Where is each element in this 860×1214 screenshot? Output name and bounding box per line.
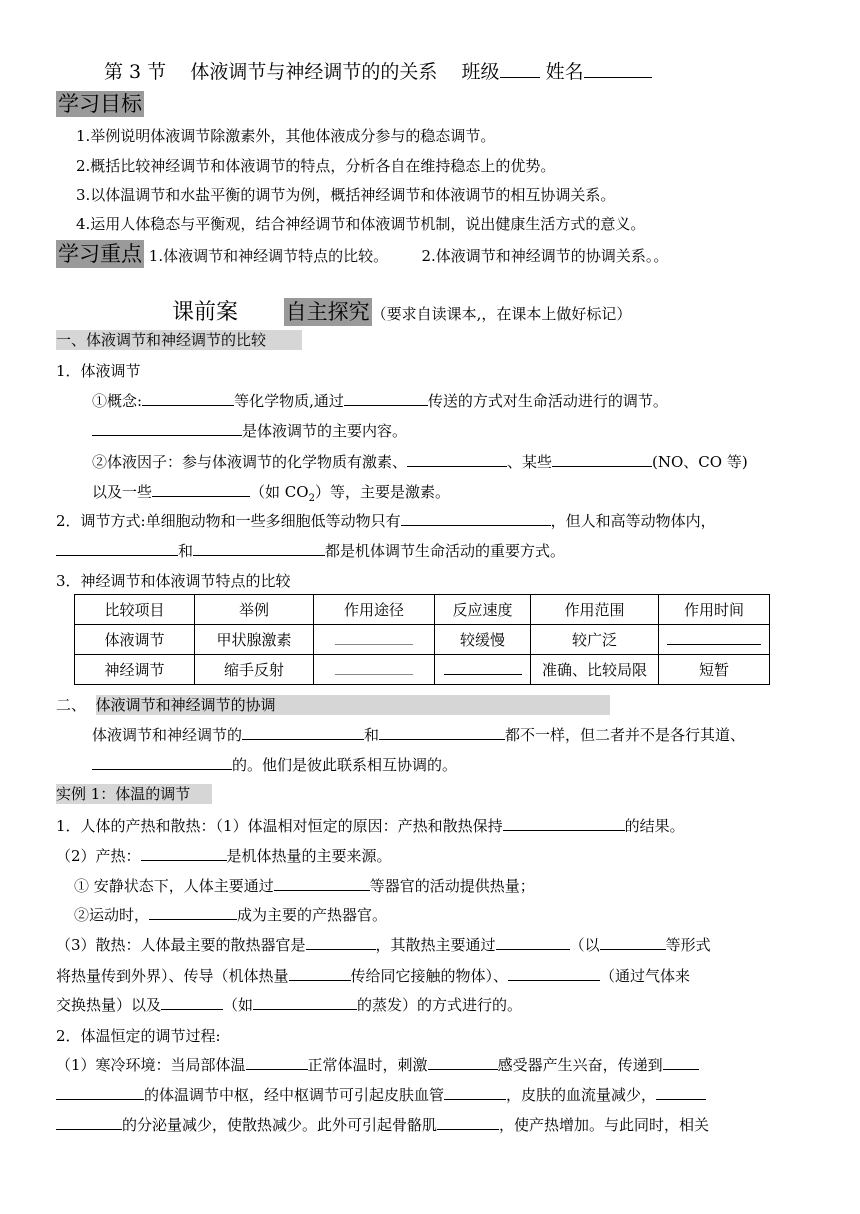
text: ，使产热增加。与此同时，相关: [499, 1116, 710, 1134]
explore-note: （要求自读课本,，在课本上做好标记）: [371, 305, 632, 323]
text: 等化学物质,通过: [234, 392, 344, 410]
text: 传送的方式对生命活动进行的调节。: [427, 392, 668, 410]
coordination-line: [92, 725, 745, 745]
example-line: [56, 1115, 709, 1135]
text: 等形式: [665, 936, 711, 954]
table-cell-blank[interactable]: [659, 625, 770, 655]
example-line: [56, 846, 392, 866]
text: 的体温调节中枢，经中枢调节可引起皮肤血管: [144, 1086, 445, 1104]
name-label: 姓名: [545, 61, 584, 83]
objectives-heading: 学习目标: [58, 92, 142, 116]
comparison-table: [74, 594, 770, 685]
example-line: [56, 935, 711, 955]
preclass-title: 课前案: [172, 300, 239, 325]
text: 将热量传到外界）、传导（机体热量: [56, 967, 289, 985]
text: 和: [364, 726, 380, 744]
text: 2．调节方式:单细胞动物和一些多细胞低等动物只有: [56, 512, 401, 530]
table-cell-blank[interactable]: [314, 625, 435, 655]
method-line-2: [56, 541, 565, 561]
text: 1．人体的产热和散热：（1）体温相对恒定的原因：产热和散热保持: [56, 817, 503, 835]
example-line: [74, 905, 387, 925]
answer-blank[interactable]: [246, 1055, 308, 1070]
answer-blank[interactable]: [193, 541, 325, 556]
objective-item: 2.概括比较神经调节和体液调节的特点，分析各自在维持稳态上的优势。: [76, 157, 556, 175]
text: 的。他们是彼此联系相互协调的。: [232, 756, 458, 774]
text: ，其散热主要通过: [375, 936, 496, 954]
subscript: 2: [308, 493, 315, 504]
text: ②运动时，: [74, 906, 150, 924]
example-line: [56, 966, 690, 986]
keypoints-heading: 学习重点: [58, 242, 142, 266]
text: 都是机体调节生命活动的重要方式。: [325, 542, 566, 560]
coordination-line-2: [92, 755, 457, 775]
answer-blank[interactable]: [161, 995, 223, 1010]
text: 体液调节和神经调节的: [92, 726, 243, 744]
table-cell: 神经调节: [75, 655, 195, 685]
text: ①概念:: [92, 392, 143, 410]
example-line: 2．体温恒定的调节过程:: [56, 1027, 221, 1045]
table-header-row: [75, 595, 770, 625]
answer-blank[interactable]: [437, 1115, 499, 1130]
text: ① 安静状态下，人体主要通过: [74, 877, 274, 895]
table-cell: 短暂: [659, 655, 770, 685]
answer-blank[interactable]: [92, 755, 232, 770]
text: ②体液因子：参与体液调节的化学物质有激素、: [92, 453, 408, 471]
explore-heading: 自主探究: [285, 300, 370, 324]
table-cell: 体液调节: [75, 625, 195, 655]
answer-blank[interactable]: [149, 905, 237, 920]
text: 以及一些: [92, 483, 153, 501]
text: （2）产热：: [56, 847, 141, 865]
table-header: 作用范围: [531, 595, 659, 625]
answer-blank[interactable]: [407, 452, 507, 467]
text: 是机体热量的主要来源。: [226, 847, 392, 865]
text: 的蒸发）的方式进行的。: [357, 996, 523, 1014]
method-line: [56, 511, 716, 531]
factor-line: [92, 452, 748, 472]
answer-blank[interactable]: [242, 725, 364, 740]
keypoint-item: 2.体液调节和神经调节的协调关系。。: [421, 247, 669, 265]
table-header: 反应速度: [435, 595, 531, 625]
table-cell: 准确、比较局限: [531, 655, 659, 685]
class-field[interactable]: [500, 63, 540, 78]
class-label: 班级: [461, 61, 500, 83]
subsection-title: 1．体液调节: [56, 362, 141, 380]
example-line: [56, 1055, 699, 1075]
table-header: 举例: [195, 595, 314, 625]
section-heading: 体液调节和神经调节的协调: [96, 695, 610, 715]
text: 的结果。: [624, 817, 685, 835]
example-line: [74, 876, 535, 896]
text: 成为主要的产热器官。: [237, 906, 388, 924]
example-line: [56, 1085, 706, 1105]
table-cell: 较缓慢: [435, 625, 531, 655]
text: (NO、CO 等): [652, 453, 748, 471]
text: 都不一样，但二者并不是各行其道、: [505, 726, 746, 744]
table-cell: 甲状腺激素: [195, 625, 314, 655]
answer-blank[interactable]: [508, 966, 600, 981]
answer-blank[interactable]: [141, 846, 227, 861]
text: ，皮肤的血流量减少，: [506, 1086, 657, 1104]
objective-item: 1.举例说明体液调节除激素外，其他体液成分参与的稳态调节。: [76, 127, 496, 145]
answer-blank[interactable]: [56, 1115, 122, 1130]
answer-blank[interactable]: [401, 511, 551, 526]
page-title: 体液调节与神经调节的的关系: [190, 61, 438, 83]
answer-blank[interactable]: [496, 935, 570, 950]
part2-heading-row: [56, 695, 610, 715]
table-row: [75, 655, 770, 685]
keypoint-item: 1.体液调节和神经调节特点的比较。: [148, 247, 389, 265]
text: 感受器产生兴奋，传递到: [497, 1056, 663, 1074]
answer-blank[interactable]: [56, 541, 178, 556]
answer-blank[interactable]: [344, 391, 428, 406]
text: 等器官的活动提供热量；: [369, 877, 535, 895]
table-cell: 较广泛: [531, 625, 659, 655]
text: （1）寒冷环境：当局部体温: [56, 1056, 246, 1074]
section-heading: 一、体液调节和神经调节的比较: [56, 330, 302, 350]
factor-line-2: [92, 482, 450, 509]
table-cell-blank[interactable]: [435, 655, 531, 685]
objective-item: 3.以体温调节和水盐平衡的调节为例，概括神经调节和体液调节的相互协调关系。: [76, 186, 616, 204]
answer-blank[interactable]: [142, 391, 234, 406]
text: （如 CO: [250, 483, 309, 501]
answer-blank[interactable]: [306, 935, 376, 950]
text: （以: [569, 936, 600, 954]
text: 和: [178, 542, 194, 560]
preclass-row: [172, 298, 631, 326]
example-heading: 实例 1：体温的调节: [56, 784, 212, 804]
section-number: 二、: [56, 696, 87, 714]
text: （3）散热：人体最主要的散热器官是: [56, 936, 306, 954]
text: ）等，主要是激素。: [314, 483, 450, 501]
table-header: 比较项目: [75, 595, 195, 625]
answer-blank[interactable]: [274, 876, 370, 891]
text: （如: [223, 996, 254, 1014]
answer-blank[interactable]: [503, 816, 625, 831]
table-row: [75, 625, 770, 655]
answer-blank[interactable]: [444, 1085, 506, 1100]
text: （通过气体来: [600, 967, 691, 985]
answer-blank[interactable]: [552, 452, 652, 467]
answer-blank[interactable]: [289, 966, 351, 981]
text: 的分泌量减少，使散热减少。此外可引起骨骼肌: [122, 1116, 438, 1134]
keypoints-row: [56, 240, 668, 268]
text: ，但人和高等动物体内，: [550, 512, 716, 530]
example-line: [56, 816, 685, 836]
objective-item: 4.运用人体稳态与平衡观，结合神经调节和体液调节机制，说出健康生活方式的意义。: [76, 215, 646, 233]
answer-blank[interactable]: [600, 935, 666, 950]
page-header: [104, 62, 652, 82]
text: 是体液调节的主要内容。: [242, 422, 408, 440]
answer-blank[interactable]: [152, 482, 250, 497]
main-content-line: [92, 421, 407, 441]
answer-blank[interactable]: [656, 1085, 706, 1100]
section-number: 第 3 节: [104, 61, 167, 83]
concept-line: [92, 391, 668, 411]
subsection-title: 3．神经调节和体液调节特点的比较: [56, 572, 291, 590]
text: 传给同它接触的物体）、: [350, 967, 509, 985]
answer-blank[interactable]: [253, 995, 357, 1010]
table-header: 作用途径: [314, 595, 435, 625]
table-cell: 缩手反射: [195, 655, 314, 685]
answer-blank[interactable]: [379, 725, 505, 740]
text: 交换热量）以及: [56, 996, 162, 1014]
text: 、某些: [507, 453, 553, 471]
answer-blank[interactable]: [428, 1055, 498, 1070]
example-line: [56, 995, 522, 1015]
text: 正常体温时，刺激: [307, 1056, 428, 1074]
answer-blank[interactable]: [92, 421, 242, 436]
table-header: 作用时间: [659, 595, 770, 625]
name-field[interactable]: [584, 63, 652, 78]
answer-blank[interactable]: [663, 1055, 699, 1070]
answer-blank[interactable]: [56, 1085, 144, 1100]
table-cell-blank[interactable]: [314, 655, 435, 685]
